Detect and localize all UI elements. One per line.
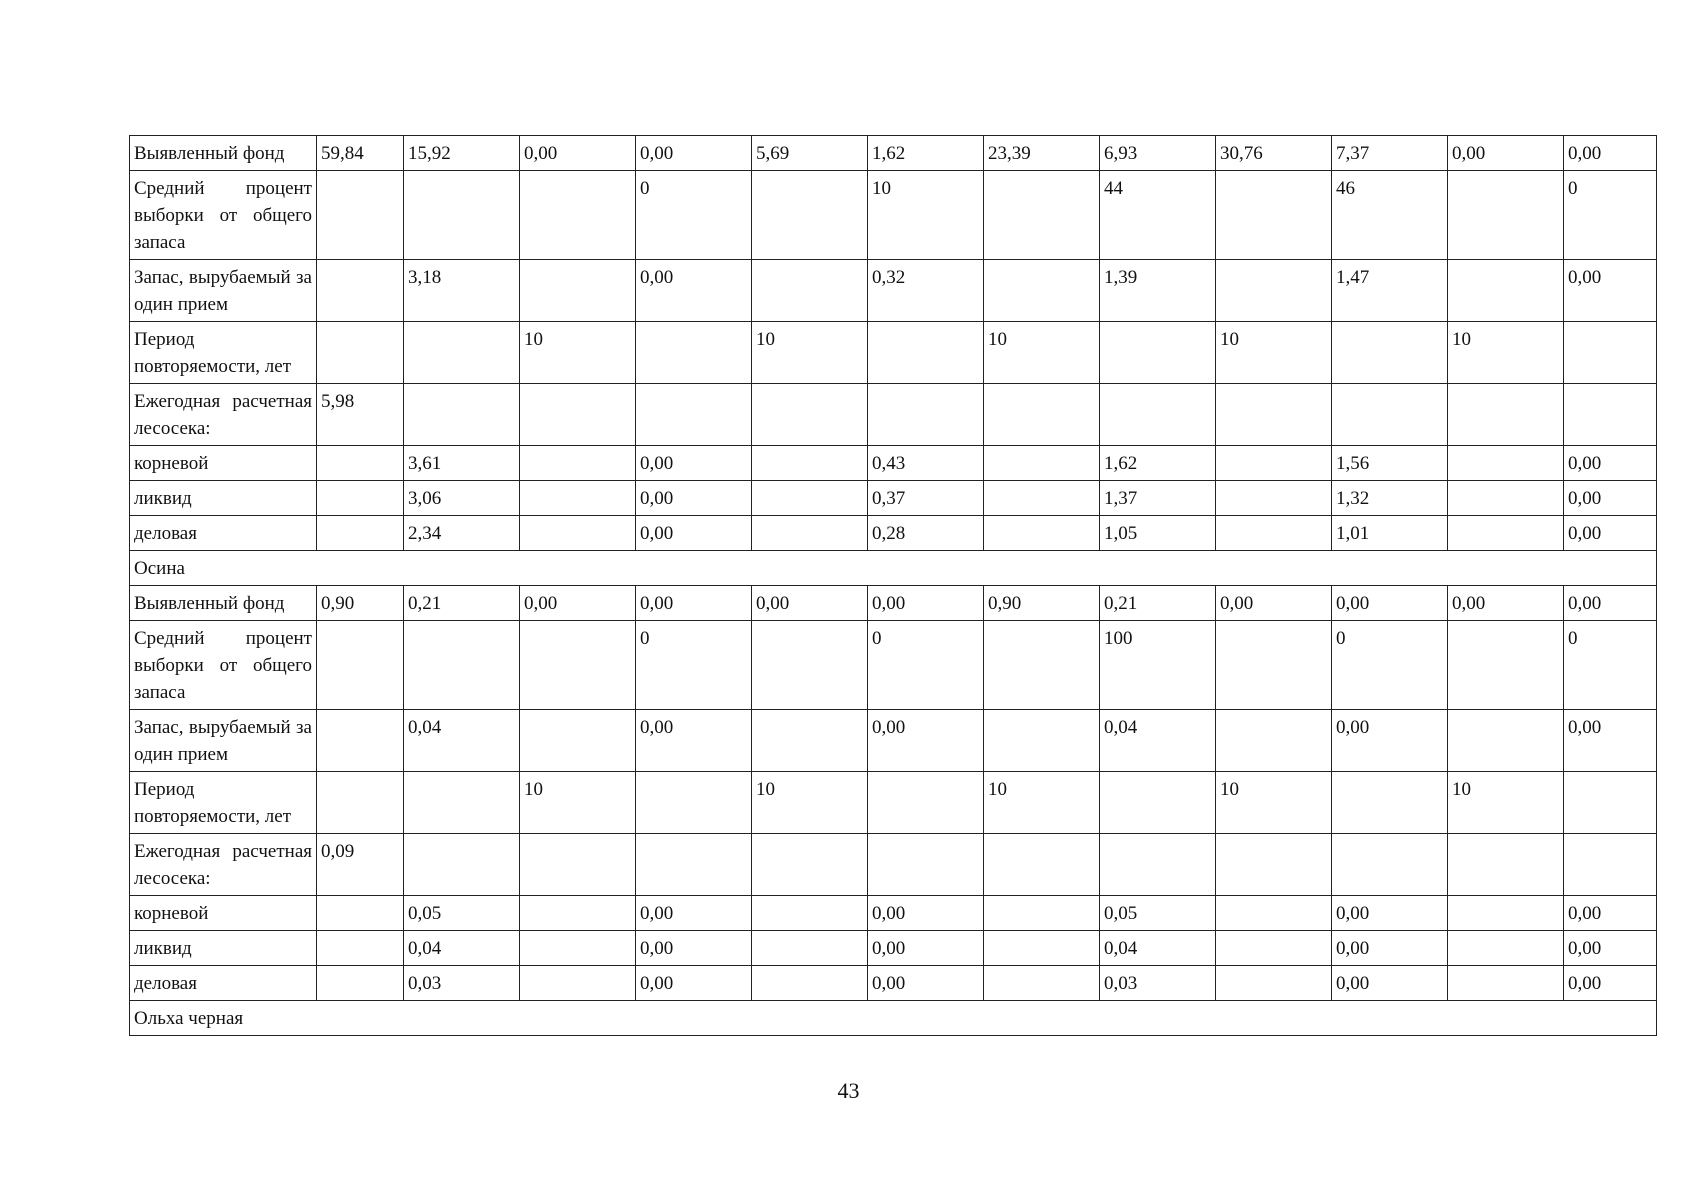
table-cell: 1,62 <box>868 136 984 171</box>
table-cell <box>1332 384 1448 446</box>
table-cell <box>1564 772 1657 834</box>
table-cell <box>984 621 1100 710</box>
table-cell <box>1448 966 1564 1001</box>
row-label: Выявленный фонд <box>130 136 317 171</box>
table-cell <box>984 384 1100 446</box>
data-table <box>129 135 1657 1036</box>
table-cell <box>404 384 520 446</box>
table-cell <box>1448 171 1564 260</box>
table-row <box>130 966 1657 1001</box>
table-cell <box>317 896 404 931</box>
table-cell <box>520 621 636 710</box>
row-label: ликвид <box>130 481 317 516</box>
table-cell: 0,04 <box>1100 931 1216 966</box>
row-label: Период повторяемости, лет <box>130 772 317 834</box>
table-cell: 0,00 <box>868 586 984 621</box>
table-cell <box>868 384 984 446</box>
table-cell: 30,76 <box>1216 136 1332 171</box>
table-cell: 0,00 <box>1564 481 1657 516</box>
table-cell <box>1448 516 1564 551</box>
table-cell <box>520 481 636 516</box>
table-cell: 10 <box>752 772 868 834</box>
table-cell <box>404 621 520 710</box>
table-cell: 1,37 <box>1100 481 1216 516</box>
table-cell <box>1564 322 1657 384</box>
table-cell: 0,00 <box>636 896 752 931</box>
table-cell <box>520 931 636 966</box>
table-cell: 0,37 <box>868 481 984 516</box>
table-cell: 59,84 <box>317 136 404 171</box>
table-body <box>130 136 1657 1036</box>
table-row <box>130 710 1657 772</box>
table-cell: 0,32 <box>868 260 984 322</box>
table-cell: 0,00 <box>1332 931 1448 966</box>
table-cell <box>984 931 1100 966</box>
table-cell: 10 <box>1448 772 1564 834</box>
table-cell: 1,05 <box>1100 516 1216 551</box>
table-cell <box>520 516 636 551</box>
table-cell <box>317 446 404 481</box>
table-cell: 10 <box>752 322 868 384</box>
table-cell: 1,01 <box>1332 516 1448 551</box>
table-row <box>130 896 1657 931</box>
table-cell: 0,00 <box>520 586 636 621</box>
table-cell: 0,00 <box>752 586 868 621</box>
row-label: корневой <box>130 446 317 481</box>
table-cell: 0,00 <box>1564 710 1657 772</box>
table-cell <box>984 446 1100 481</box>
table-cell <box>317 772 404 834</box>
table-cell <box>1448 260 1564 322</box>
row-label: Средний процент выборки от общего запаса <box>130 171 317 260</box>
table-row <box>130 384 1657 446</box>
table-cell: 0,00 <box>520 136 636 171</box>
table-cell: 10 <box>1216 322 1332 384</box>
table-cell: 10 <box>1448 322 1564 384</box>
table-cell <box>984 260 1100 322</box>
table-cell: 1,32 <box>1332 481 1448 516</box>
table-cell <box>636 384 752 446</box>
table-cell <box>752 171 868 260</box>
table-cell: 0,90 <box>984 586 1100 621</box>
table-cell: 1,62 <box>1100 446 1216 481</box>
table-cell: 0,00 <box>1448 586 1564 621</box>
row-label: ликвид <box>130 931 317 966</box>
table-row <box>130 586 1657 621</box>
table-cell <box>520 966 636 1001</box>
table-cell <box>404 322 520 384</box>
table-cell: 0 <box>1564 621 1657 710</box>
table-cell <box>1216 966 1332 1001</box>
table-row <box>130 772 1657 834</box>
table-cell <box>317 931 404 966</box>
table-cell: 1,39 <box>1100 260 1216 322</box>
table-cell: 0,28 <box>868 516 984 551</box>
table-cell <box>317 710 404 772</box>
table-cell <box>868 322 984 384</box>
row-label: Выявленный фонд <box>130 586 317 621</box>
table-cell <box>984 481 1100 516</box>
table-cell <box>984 896 1100 931</box>
table-cell <box>1216 446 1332 481</box>
table-cell: 0,43 <box>868 446 984 481</box>
table-cell <box>317 621 404 710</box>
table-cell: 0,00 <box>868 931 984 966</box>
table-cell <box>520 834 636 896</box>
section-row <box>130 551 1657 586</box>
table-cell: 0,05 <box>1100 896 1216 931</box>
row-label: Запас, вырубаемый за один прием <box>130 260 317 322</box>
table-cell: 0,00 <box>1564 896 1657 931</box>
row-label: деловая <box>130 966 317 1001</box>
table-cell: 0,00 <box>636 931 752 966</box>
table-cell <box>1332 322 1448 384</box>
table-cell: 0,00 <box>868 710 984 772</box>
table-cell <box>752 896 868 931</box>
table-cell: 0,04 <box>404 710 520 772</box>
table-cell <box>1216 171 1332 260</box>
table-cell <box>752 384 868 446</box>
table-cell <box>317 171 404 260</box>
table-cell: 1,56 <box>1332 446 1448 481</box>
table-cell: 0,00 <box>1448 136 1564 171</box>
table-cell <box>752 834 868 896</box>
table-cell <box>1100 322 1216 384</box>
table-cell <box>984 710 1100 772</box>
table-cell: 0,00 <box>1564 136 1657 171</box>
table-cell <box>636 772 752 834</box>
table-cell <box>984 516 1100 551</box>
table-cell: 44 <box>1100 171 1216 260</box>
table-cell: 0,00 <box>1564 931 1657 966</box>
table-cell <box>317 260 404 322</box>
table-cell: 0,00 <box>636 136 752 171</box>
row-label: Период повторяемости, лет <box>130 322 317 384</box>
table-cell: 0,00 <box>1332 710 1448 772</box>
table-cell <box>317 516 404 551</box>
table-cell <box>752 621 868 710</box>
table-cell: 0 <box>868 621 984 710</box>
table-cell: 3,06 <box>404 481 520 516</box>
table-cell: 0,04 <box>404 931 520 966</box>
table-cell <box>752 931 868 966</box>
row-label: деловая <box>130 516 317 551</box>
table-row <box>130 446 1657 481</box>
table-cell: 10 <box>520 772 636 834</box>
table-cell: 0,04 <box>1100 710 1216 772</box>
table-row <box>130 171 1657 260</box>
table-cell: 0 <box>1564 171 1657 260</box>
table-cell <box>404 772 520 834</box>
table-cell <box>1216 516 1332 551</box>
table-cell: 0 <box>636 621 752 710</box>
table-cell: 23,39 <box>984 136 1100 171</box>
table-cell: 3,18 <box>404 260 520 322</box>
table-cell <box>317 322 404 384</box>
table-cell: 5,98 <box>317 384 404 446</box>
table-cell <box>1216 834 1332 896</box>
table-cell <box>520 896 636 931</box>
table-cell: 0,00 <box>636 966 752 1001</box>
table-cell: 10 <box>984 322 1100 384</box>
table-row <box>130 931 1657 966</box>
table-cell <box>752 446 868 481</box>
table-cell: 0,21 <box>1100 586 1216 621</box>
table-cell: 0,00 <box>636 446 752 481</box>
table-cell: 15,92 <box>404 136 520 171</box>
table-cell <box>1216 896 1332 931</box>
table-cell: 46 <box>1332 171 1448 260</box>
table-cell <box>984 171 1100 260</box>
table-cell <box>317 966 404 1001</box>
table-cell: 0,03 <box>404 966 520 1001</box>
table-cell <box>984 834 1100 896</box>
table-cell: 0,00 <box>636 260 752 322</box>
table-cell <box>1448 834 1564 896</box>
table-cell <box>1216 384 1332 446</box>
table-cell <box>1448 446 1564 481</box>
table-cell <box>1100 384 1216 446</box>
table-cell: 0 <box>1332 621 1448 710</box>
table-cell: 0,00 <box>636 586 752 621</box>
table-cell <box>520 260 636 322</box>
table-cell <box>1332 772 1448 834</box>
table-row <box>130 481 1657 516</box>
table-cell <box>317 481 404 516</box>
table-cell <box>520 384 636 446</box>
section-header: Осина <box>130 551 1657 586</box>
table-cell <box>868 834 984 896</box>
table-cell <box>1448 896 1564 931</box>
table-cell: 0,00 <box>1564 966 1657 1001</box>
table-cell: 1,47 <box>1332 260 1448 322</box>
table-cell: 0 <box>636 171 752 260</box>
page-number: 43 <box>837 1078 860 1103</box>
row-label: Средний процент выборки от общего запаса <box>130 621 317 710</box>
table-cell: 10 <box>984 772 1100 834</box>
table-cell: 7,37 <box>1332 136 1448 171</box>
table-row <box>130 322 1657 384</box>
table-row <box>130 516 1657 551</box>
table-cell <box>1100 772 1216 834</box>
table-cell <box>1564 834 1657 896</box>
table-cell <box>520 710 636 772</box>
table-cell <box>1216 710 1332 772</box>
table-row <box>130 260 1657 322</box>
table-cell: 0,00 <box>1332 586 1448 621</box>
table-cell <box>404 834 520 896</box>
table-cell: 6,93 <box>1100 136 1216 171</box>
table-cell <box>752 516 868 551</box>
table-cell: 0,05 <box>404 896 520 931</box>
table-cell <box>1448 481 1564 516</box>
table-cell <box>984 966 1100 1001</box>
table-cell: 2,34 <box>404 516 520 551</box>
table-cell <box>1100 834 1216 896</box>
table-cell <box>636 322 752 384</box>
table-cell <box>752 260 868 322</box>
table-cell: 0,00 <box>1564 516 1657 551</box>
table-cell <box>1332 834 1448 896</box>
table-cell: 10 <box>1216 772 1332 834</box>
table-cell: 0,00 <box>1564 586 1657 621</box>
table-cell: 0,21 <box>404 586 520 621</box>
table-cell: 10 <box>868 171 984 260</box>
table-cell <box>752 966 868 1001</box>
table-cell: 0,90 <box>317 586 404 621</box>
table-cell <box>1448 710 1564 772</box>
table-cell: 0,03 <box>1100 966 1216 1001</box>
table-cell: 3,61 <box>404 446 520 481</box>
row-label: Ежегодная расчетная лесосека: <box>130 834 317 896</box>
table-row <box>130 136 1657 171</box>
row-label: Запас, вырубаемый за один прием <box>130 710 317 772</box>
table-cell: 5,69 <box>752 136 868 171</box>
table-cell <box>1448 931 1564 966</box>
table-cell: 0,09 <box>317 834 404 896</box>
row-label: корневой <box>130 896 317 931</box>
table-cell: 0,00 <box>636 516 752 551</box>
table-cell: 0,00 <box>1564 446 1657 481</box>
table-cell <box>520 446 636 481</box>
table-row <box>130 834 1657 896</box>
table-cell: 0,00 <box>868 896 984 931</box>
table-cell <box>1448 384 1564 446</box>
table-cell: 0,00 <box>1332 966 1448 1001</box>
table-cell: 0,00 <box>868 966 984 1001</box>
table-cell <box>1564 384 1657 446</box>
table-cell: 0,00 <box>1216 586 1332 621</box>
table-cell <box>1448 621 1564 710</box>
table-row <box>130 621 1657 710</box>
table-cell <box>752 481 868 516</box>
table-cell <box>1216 621 1332 710</box>
table-cell <box>1216 260 1332 322</box>
table-cell: 0,00 <box>636 481 752 516</box>
table-cell <box>1216 481 1332 516</box>
section-row <box>130 1001 1657 1036</box>
table-cell: 0,00 <box>1564 260 1657 322</box>
table-cell: 0,00 <box>636 710 752 772</box>
table-cell <box>752 710 868 772</box>
table-cell <box>636 834 752 896</box>
table-cell <box>520 171 636 260</box>
table-cell: 10 <box>520 322 636 384</box>
table-cell <box>1216 931 1332 966</box>
section-header: Ольха черная <box>130 1001 1657 1036</box>
table-cell <box>404 171 520 260</box>
table-cell: 0,00 <box>1332 896 1448 931</box>
row-label: Ежегодная расчетная лесосека: <box>130 384 317 446</box>
table-cell: 100 <box>1100 621 1216 710</box>
table-cell <box>868 772 984 834</box>
